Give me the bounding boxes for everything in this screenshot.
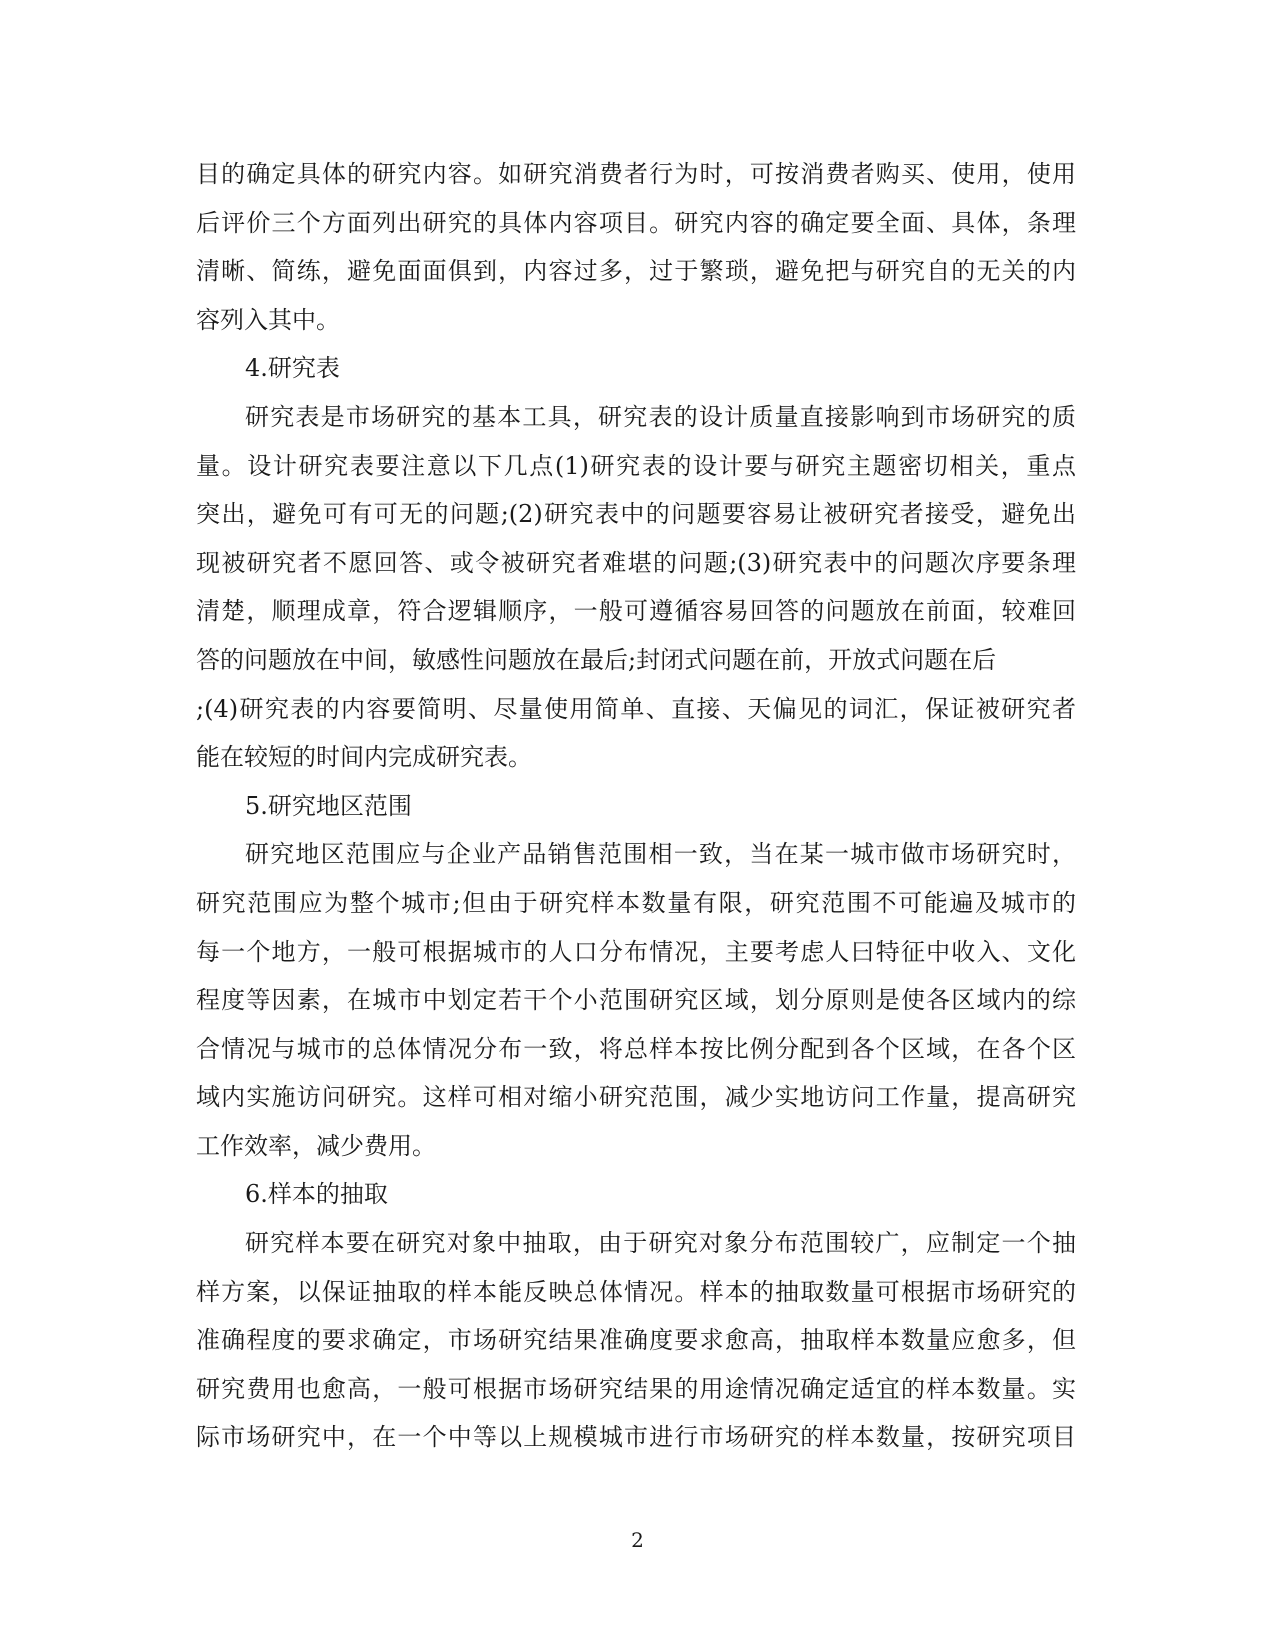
- text-line: 后评价三个方面列出研究的具体内容项目。研究内容的确定要全面、具体，条理: [196, 208, 1076, 237]
- text-line: 清晰、简练，避免面面俱到，内容过多，过于繁琐，避免把与研究自的无关的内: [196, 257, 1076, 286]
- section-heading: 4.研究表: [245, 354, 340, 383]
- text-line: 研究表是市场研究的基本工具，研究表的设计质量直接影响到市场研究的质: [245, 402, 1076, 431]
- text-line: 研究地区范围应与企业产品销售范围相一致，当在某一城市做市场研究时，: [245, 840, 1076, 869]
- text-line: 突出，避免可有可无的问题;(2)研究表中的问题要容易让被研究者接受，避免出: [196, 500, 1076, 529]
- section-heading: 5.研究地区范围: [245, 791, 412, 820]
- page-body: [196, 150, 1076, 1462]
- text-line: 研究样本要在研究对象中抽取，由于研究对象分布范围较广，应制定一个抽: [245, 1229, 1076, 1258]
- text-line: 样方案，以保证抽取的样本能反映总体情况。样本的抽取数量可根据市场研究的: [196, 1277, 1076, 1306]
- text-line: 目的确定具体的研究内容。如研究消费者行为时，可按消费者购买、使用，使用: [196, 160, 1076, 188]
- text-line: 研究费用也愈高，一般可根据市场研究结果的用途情况确定适宜的样本数量。实: [196, 1374, 1076, 1403]
- page-number: 2: [631, 1528, 644, 1552]
- text-line: 每一个地方，一般可根据城市的人口分布情况，主要考虑人曰特征中收入、文化: [196, 937, 1076, 966]
- text-line: 程度等因素，在城市中划定若干个小范围研究区域，划分原则是使各区域内的综: [196, 986, 1076, 1015]
- text-line: 研究范围应为整个城市;但由于研究样本数量有限，研究范围不可能遍及城市的: [196, 888, 1076, 917]
- text-line: 清楚，顺理成章，符合逻辑顺序，一般可遵循容易回答的问题放在前面，较难回: [196, 597, 1076, 626]
- text-line: 现被研究者不愿回答、或令被研究者难堪的问题;(3)研究表中的问题次序要条理: [196, 548, 1076, 577]
- text-line: 合情况与城市的总体情况分布一致，将总样本按比例分配到各个区域，在各个区: [196, 1034, 1076, 1063]
- text-line: 域内实施访问研究。这样可相对缩小研究范围，减少实地访问工作量，提高研究: [196, 1083, 1076, 1112]
- text-line: 工作效率，减少费用。: [196, 1131, 436, 1160]
- text-line: 量。设计研究表要注意以下几点(1)研究表的设计要与研究主题密切相关，重点: [196, 451, 1076, 480]
- text-line: 答的问题放在中间，敏感性问题放在最后;封闭式问题在前，开放式问题在后: [196, 645, 997, 674]
- text-line: 际市场研究中，在一个中等以上规模城市进行市场研究的样本数量，按研究项目: [196, 1423, 1076, 1452]
- text-line: 容列入其中。: [196, 305, 340, 334]
- section-heading: 6.样本的抽取: [245, 1180, 388, 1209]
- text-line: ;(4)研究表的内容要简明、尽量使用简单、直接、天偏见的词汇，保证被研究者: [196, 694, 1076, 723]
- text-line: 准确程度的要求确定，市场研究结果准确度要求愈高，抽取样本数量应愈多，但: [196, 1326, 1076, 1355]
- text-line: 能在较短的时间内完成研究表。: [196, 743, 532, 772]
